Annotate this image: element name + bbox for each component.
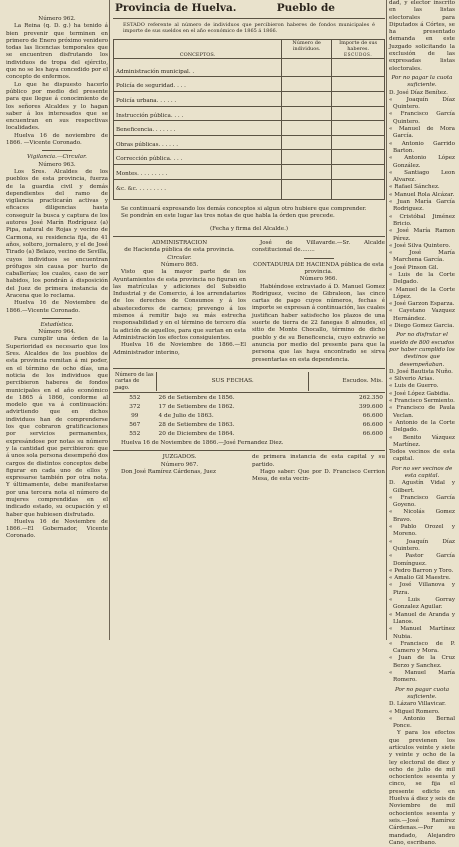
concepts-table — [113, 39, 385, 200]
list-item: « Pedro Barron y Toro. — [389, 567, 454, 574]
state-intro: ESTADO referente al número de individuos que percibieron haberes de fondos municipales é importe de sus sueldos en el año económico de 1865 á 1866. — [123, 22, 375, 35]
juzgados-text-2: de primera instancia de esta capital y su partido. — [252, 454, 385, 468]
list-cuota — [389, 90, 455, 331]
list-item: « José María Ramon Pérez. — [389, 228, 455, 242]
list-item: « Francisco García Quintero. — [389, 111, 455, 125]
column-rule-1 — [109, 0, 110, 640]
list-item: « Francisco García Goyeno. — [389, 494, 455, 509]
table-row: Montes. . . . . . . . . — [114, 164, 385, 179]
divider — [113, 392, 385, 393]
notice-964-sign: Huelva 16 de Noviembre de 1866.—El Gobernador, Vicente Coronado. — [6, 518, 108, 540]
section-vigilancia: Vigilancia.—Circular. — [27, 154, 87, 161]
header-num-individuos: Número de individuos. — [282, 39, 332, 58]
list-item: « José María Marchena García. — [389, 250, 455, 264]
admin-hacienda-block — [113, 240, 246, 364]
section-estadistica: Estadística. — [40, 321, 74, 328]
list-item: « Amalio Gil Maestre. — [389, 575, 451, 582]
juzgados-text: Don José Ramírez Cárdenas, Juez — [121, 468, 216, 475]
table-row: Policía de seguridad. . . . — [114, 77, 385, 92]
notice-number-963: Número 963. — [38, 161, 76, 168]
list-cuota-2 — [389, 701, 455, 730]
list-item: « José Pinson Gil. — [389, 264, 439, 271]
juzgados-text-3: Hago saber: Que por D. Francisco Cerrion Mesa, de esta vecin- — [252, 468, 385, 483]
notice-962-text: La Reina (q. D. g.) ha tenido á bien prevenir que terminen en primero de Enero próximo venidero todas las licencias temporales que se encuentren disfrutando los individuos de tropa del ejército, que no se les haya concedido por el concepto de enfermos. — [6, 23, 108, 81]
column-center — [113, 0, 385, 484]
list-item: « Silverio Arias. — [389, 376, 435, 383]
date-signature: (Fecha y firma del Alcalde.) — [209, 225, 289, 232]
table-row: Administración municipal. . — [114, 58, 385, 77]
table-row: Obras públicas. . . . . . — [114, 135, 385, 150]
table-row: &c. &c. . . . . . . . . — [114, 179, 385, 200]
contaduria-prev-sign: José de Villavarde.—Sr. Alcalde constitucional de........ — [252, 240, 385, 254]
list-item: « Pablo Orozel y Moreno. — [389, 524, 455, 538]
table-row: 567 28 de Setiembre de 1863. 66.600 — [129, 422, 383, 429]
province-header — [113, 2, 385, 15]
section-sueldo: Por no disfrutar el sueldo de 800 escudos por haber cumplido los destinos que desempeñaban. — [389, 332, 455, 368]
list-item: « José López Gabidia. — [389, 390, 451, 397]
header-escudos: Escudos. Mis. — [342, 377, 383, 384]
header-importe: Importe de sus haberes. ESCUDOS. — [332, 39, 385, 58]
table-row: Corrección pública. . . . — [114, 150, 385, 165]
divider — [304, 258, 334, 259]
section-cuota: Por no pagar la cuota suficiente. — [391, 74, 453, 89]
concepts-table-header — [114, 39, 385, 58]
list-item: « Juan de la Cruz Berzo y Sanchez. — [389, 655, 455, 669]
admin-number: Número 865. — [160, 261, 199, 268]
list-item: « Manuel Rola Alcázar. — [389, 191, 455, 198]
contaduria-text: Habiéndose extraviado á D. Manuel Gomez Rodriguez, vecino de Gibraleon, las cinco cartas de pago cuyos números, fechas é importe se expresan á continuación, las cuales justifican haber satisfecho los plazos de una suerte de tierra de 22 fanegas 8 almudes, el sitio de Monte Chocallo, término de dicho pueblo y de su Beneficencia, cuyo extravío se anuncia por medio del presente para que la persona que las haya encontrado se sirva presentarlas en esta dependencia. — [252, 283, 385, 363]
list-item: « Manuel de Aranda y Llanos. — [389, 611, 455, 625]
juzgados-number: Número 967. — [160, 461, 199, 468]
list-item: « Diego Gomez Garcia. — [389, 323, 455, 330]
edict-closing: Y para los efectos que previenen los artículos veinte y siete y veinte y ocho de la ley electoral de diez y ocho de julio de mil ochocientos sesenta y cinco, se fija el presente edicto en Huelva á diez y seis de Noviembre de mil ochocientos sesenta y seis.—José Ramírez Cárdenas.—Por su mandado, Alejandro Cano, escribano. — [389, 730, 455, 846]
contaduria-number: Número 966. — [299, 276, 338, 283]
notice-962-text-2: Lo que he dispuesto hacerlo público por medio del presente para que llegue á conocimiento de los señores Alcaldes y lo hagan saber á los interesados que se encuentran en sus respectivas localidades. — [6, 81, 108, 132]
admin-title: ADMINISTRACION — [151, 240, 208, 247]
list-item: « José Garzon Esparza. — [389, 301, 455, 308]
note-three-notes: Se pondrán en este lugar las tres notas de que habla la órden que precede. — [121, 213, 335, 220]
list-item: « Manuel Martínez Nubia. — [389, 626, 455, 640]
list-item: « Manuel María Romero. — [389, 670, 455, 684]
list-item: « José Silva Quintero. — [389, 242, 451, 249]
juzgados-title: JUZGADOS. — [162, 454, 197, 461]
contaduria-title: CONTADURIA DE HACIENDA pública de esta provincia. — [253, 261, 384, 275]
payment-letters-table — [113, 372, 385, 391]
column-right — [389, 0, 455, 847]
divider — [113, 450, 385, 451]
list-item: « Manuel de la Corte López. — [389, 286, 455, 300]
list-item: D. José Díaz Benítez. — [389, 89, 448, 96]
list-item: « Miguel Romero. — [389, 708, 440, 715]
list-item: « Nicolás Gomez Bravo. — [389, 509, 455, 523]
list-item: « Juan María García Rodriguez. — [389, 199, 455, 213]
contaduria-block — [252, 240, 385, 364]
province-title: Provincia de Huelva. — [115, 2, 237, 14]
notice-964-text: Para cumplir una órden de la Superioridad es necesario que los Sres. Alcaldes de los pueblos de esta provincia remitan á mi poder, en el término de ocho días, una noticia de los individuos que percibieron haberes de fondos municipales en el año económico de 1865 á 1866, conforme al modelo que va á continuación: advirtiendo que en dichos individuos han de comprenderse los que cobraron gratificaciones por servicios permanentes, expresándose por notas su número y la cantidad que percibieron: que á unos sola persona desempeñó dos cargos de distintos conceptos debe figurar en cada uno de ellos y expresarse también por otra nota. Y últimamente, debe manifestarse por una tercera nota el número de mujeres comprendidas en el indicado estado, su ocupación y el haber que hubiesen disfrutado. — [6, 336, 108, 518]
list-item: « Luis de Guerro. — [389, 383, 439, 390]
list-item: « Antonio de la Corte Delgado. — [389, 419, 455, 434]
list-item: « Antonio Garrido Barton. — [389, 140, 455, 154]
list-item: « Joaquín Díaz Quintero. — [389, 96, 455, 111]
section-cuota-2: Por no pagar cuota suficiente. — [394, 686, 450, 700]
notice-962-sign: Huelva 16 de noviembre de 1866. —Vicente Coronado. — [6, 132, 108, 147]
list-item: « Santiago Leon Alvarez. — [389, 169, 455, 184]
divider — [42, 150, 72, 151]
list-item: « Luis Gorray Gonzalez Aguilar. — [389, 597, 455, 611]
list-item: D. Lázaro Villavicar. — [389, 701, 446, 708]
table-row: 372 17 de Setiembre de 1862. 399.600 — [129, 404, 383, 411]
admin-subtitle: de Hacienda pública de esta provincia. — [124, 247, 235, 254]
notice-963-sign: Huelva 16 de Noviembre de 1866.—Vicente Coronado. — [6, 300, 108, 314]
list-item: « Joaquín Díaz Quintero. — [389, 538, 455, 552]
edict-intro: dad, y elector inscrito en las listas electorales para Diputados á Córtes, se ha presentado demanda en este Juzgado solicitando la exclusión de las expresadas listas electorales. — [389, 0, 455, 72]
divider — [42, 318, 72, 319]
town-title: Pueblo de — [276, 2, 335, 14]
list-item: « Francisco de P. Camero y Mora. — [389, 640, 455, 655]
divider — [113, 368, 385, 369]
notice-963-text: Los Sres. Alcaldes de los pueblos de esta provincia, fuerza de la guardia civil y demás dependientes del ramo de vigilancia practicarán activas y eficaces diligencias hasta conseguir la busca y captura de los autores José Marín Rodríguez (a) Pipa, natural de Rojas y vecino de Carmona, su residencia fija, de 41 años, soltero, jornalero, y el de José Tirado (a) Belazo, vecino de Sevilla, cuyos individuos se encuentran prófugos sin causa por hurto de caballerías; los cuales, caso de ser habidos, los pondrán á disposición del Juez de primera instancia de Aracena que lo reclama. — [6, 168, 108, 299]
list-item: « Antonio Bernal Ponce. — [389, 715, 455, 730]
divider — [113, 236, 385, 237]
list-item: « Francisco de Paula Veclan. — [389, 405, 455, 419]
table-row: 99 4 de Julio de 1863. 66.600 — [131, 413, 383, 420]
table-row: 552 26 de Setiembre de 1856. 262.350 — [129, 395, 383, 402]
payment-rows — [113, 394, 385, 439]
column-rule-2 — [386, 0, 387, 640]
header-fechas: SUS FECHAS. — [157, 372, 309, 391]
list-item: « Manuel de Mora García. — [389, 126, 455, 140]
list-item: « Cristóbal Jiménez Bricio. — [389, 213, 455, 227]
juzgados-section — [113, 454, 385, 483]
payment-table-header — [113, 372, 385, 391]
list-item: « Luis de la Corte Delgado. — [389, 271, 455, 286]
section-vecinos: Por no ser vecinos de esta capital. — [391, 465, 453, 479]
juzgados-block — [113, 454, 246, 483]
list-vecinos — [389, 480, 455, 684]
list-item: « Rafael Sánchez. — [389, 184, 440, 191]
column-left — [6, 0, 108, 541]
header-numero: Número de las cartas de pago. — [113, 372, 157, 391]
list-item: « Antonio López González. — [389, 155, 455, 169]
table-row: 552 20 de Diciembre de 1864. 66.600 — [129, 431, 383, 438]
list-item: Todos vecinos de esta capital. — [389, 449, 455, 463]
divider — [113, 18, 385, 19]
list-item: « Benito Vázquez Martínez. — [389, 434, 455, 448]
note-other-concepts: Se continuará expresando los demás conceptos si algun otro hubiere que comprender. — [121, 206, 367, 213]
juzgados-continued — [252, 454, 385, 483]
payment-sign: Huelva 16 de Noviembre de 1866.—José Fernandez Diez. — [121, 440, 284, 447]
header-conceptos: CONCEPTOS. — [114, 39, 282, 58]
notice-number-962: Número 962. — [38, 16, 76, 22]
admin-text: Visto que la mayor parte de los Ayuntamientos de esta provincia no figuran en las matrículas y adiciones del Subsidio Industrial y de Comercio, á los arrendatarios de los derechos de Consumos y á los abastecedores de carnes; prevengo á los mismos á remitir bajo su más estrecha responsabilidad y en el término de tercero día la adición de aquellos, para que surtan en esta Administración los efectos consiguientes. — [113, 269, 246, 341]
list-item: D. José Bautista Nuño. — [389, 368, 453, 375]
table-row: Beneficencia. . . . . . . — [114, 121, 385, 136]
admin-sign: Huelva 16 de Noviembre de 1866.—El Administrador interino, — [113, 342, 246, 356]
list-item: « José Villanova y Pizra. — [389, 582, 455, 596]
list-sueldo — [389, 369, 455, 464]
list-item: « Pastor García Domínguez. — [389, 553, 455, 567]
table-row: Policía urbana. . . . . . — [114, 92, 385, 107]
list-item: D. Agustín Vidal y Gilbert. — [389, 480, 455, 494]
notice-number-964: Número 964. — [38, 329, 76, 336]
table-row: Instrucción pública. . . . — [114, 106, 385, 121]
two-column-section — [113, 240, 385, 364]
list-item: « Francisco Sermiento. — [389, 398, 455, 405]
admin-circular: Circular. — [167, 254, 192, 261]
list-item: « Cayetano Vazquez Hernández. — [389, 308, 455, 322]
